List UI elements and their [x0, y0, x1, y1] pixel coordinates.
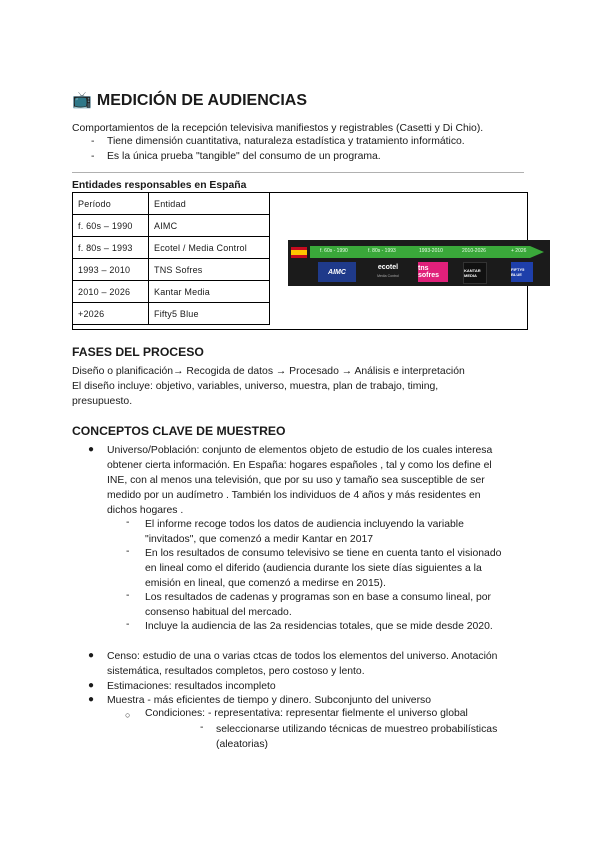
fases-line: Diseño o planificación→ Recogida de datos → Procesado → Análisis e interpretación — [72, 366, 465, 377]
universo-line: medido por un audímetro . También los individuos de 4 años y más residentes en — [107, 490, 481, 501]
kantar-media-logo: KANTAR MEDIA — [463, 262, 487, 284]
dash: - — [200, 722, 204, 733]
section-heading-conceptos: CONCEPTOS CLAVE DE MUESTREO — [72, 424, 286, 438]
page-title — [72, 90, 307, 110]
timeline-tick: f. 80s - 1993 — [368, 248, 396, 254]
page-title-text: MEDICIÓN DE AUDIENCIAS — [96, 92, 308, 109]
entity-cell: TNS Sofres — [149, 259, 270, 281]
condiciones-text: Condiciones: - representativa: representar fielmente el universo global — [145, 708, 468, 719]
television-icon: 📺 — [72, 92, 92, 109]
universo-paragraph — [107, 443, 532, 518]
entity-cell: Ecotel / Media Control — [149, 237, 270, 259]
sub-point — [145, 590, 530, 620]
entities-table — [72, 192, 270, 325]
timeline-tick: 1993-2010 — [419, 248, 443, 254]
intro-text: Comportamientos de la recepción televisiva manifiestos y registrables (Casetti y Di Chio). — [72, 123, 484, 134]
dash: - — [126, 546, 130, 557]
divider — [72, 172, 524, 173]
universo-line: INE, con al menos una televisión, que por su uso y tamaño sea susceptible de ser — [107, 475, 485, 486]
fases-line: El diseño incluye: objetivo, variables, universo, muestra, plan de trabajo, timing, — [72, 381, 439, 392]
universo-line: obtener cierta información. En España: hogares españoles , tal y como los define el — [107, 460, 492, 471]
period-cell: f. 60s – 1990 — [73, 215, 149, 237]
table-caption: Entidades responsables en España — [72, 180, 247, 191]
sub-point-line: "invitados", que comenzó a medir Kantar en 2017 — [145, 534, 374, 545]
muestra-text: Muestra - más eficientes de tiempo y dinero. Subconjunto del universo — [107, 695, 432, 706]
section-heading-fases: FASES DEL PROCESO — [72, 345, 204, 359]
period-cell: 2010 – 2026 — [73, 281, 149, 303]
timeline-banner-image — [288, 240, 550, 286]
fifty5-blue-logo: FIFTY5 BLUE — [511, 262, 533, 282]
sub-point-line: En los resultados de consumo televisivo se tiene en cuenta tanto el visionado — [145, 548, 502, 559]
sub-point-line: consenso habitual del mercado. — [145, 607, 292, 618]
ecotel-logo — [368, 262, 408, 282]
sub-point-line: en lineal como el diferido (audiencia durante los siete días siguientes a la — [145, 563, 482, 574]
dash: - — [91, 151, 95, 162]
ecotel-logo-text: ecotel — [377, 264, 399, 271]
dash: - — [126, 517, 130, 528]
sub-point-line: emisión en lineal, que comenzó a medirse en 2015). — [145, 578, 386, 589]
entity-cell: Fifty5 Blue — [149, 303, 270, 325]
sub-point-line: El informe recoge todos los datos de audiencia incluyendo la variable — [145, 519, 464, 530]
intro-point: Tiene dimensión cuantitativa, naturaleza estadística y tratamiento informático. — [107, 136, 465, 147]
table-header-row — [73, 193, 270, 215]
header-entity: Entidad — [149, 193, 270, 215]
sub-point — [145, 619, 530, 634]
bullet: ● — [88, 694, 95, 705]
table-row — [73, 215, 270, 237]
censo-line: Censo: estudio de una o varias ctcas de todos los elementos del universo. Anotación — [107, 651, 498, 662]
table-row — [73, 281, 270, 303]
bullet: ● — [88, 444, 95, 455]
timeline-tick: 2010-2026 — [462, 248, 486, 254]
dash: - — [126, 619, 130, 630]
sub-point-line: Incluye la audiencia de las 2a residencias totales, que se mide desde 2020. — [145, 621, 493, 632]
spain-flag-icon — [291, 247, 307, 258]
sub-point — [145, 517, 530, 547]
entity-cell: Kantar Media — [149, 281, 270, 303]
period-cell: +2026 — [73, 303, 149, 325]
circle-bullet: ○ — [125, 710, 131, 720]
aimc-logo: AIMC — [318, 262, 356, 282]
sub-point-line: Los resultados de cadenas y programas son en base a consumo lineal, por — [145, 592, 491, 603]
censo-line: sistemática, resultados completos, pero costoso y lento. — [107, 666, 365, 677]
period-cell: 1993 – 2010 — [73, 259, 149, 281]
seleccion-paragraph — [216, 722, 536, 752]
universo-line: Universo/Población: conjunto de elementos objeto de estudio de los cuales interesa — [107, 445, 493, 456]
estimaciones-text: Estimaciones: resultados incompleto — [107, 681, 276, 692]
timeline-tick: f. 60s - 1990 — [320, 248, 348, 254]
sub-point — [145, 546, 530, 591]
entity-cell: AIMC — [149, 215, 270, 237]
universo-line: dichos hogares . — [107, 505, 184, 516]
seleccion-line: seleccionarse utilizando técnicas de muestreo probabilísticas — [216, 724, 498, 735]
bullet: ● — [88, 680, 95, 691]
fases-line: presupuesto. — [72, 396, 133, 407]
dash: - — [126, 590, 130, 601]
seleccion-line: (aleatorias) — [216, 739, 268, 750]
bullet: ● — [88, 650, 95, 661]
dash: - — [91, 136, 95, 147]
intro-point: Es la única prueba "tangible" del consumo de un programa. — [107, 151, 381, 162]
censo-paragraph — [107, 649, 532, 679]
table-row — [73, 259, 270, 281]
timeline-tick: + 2026 — [511, 248, 527, 254]
header-period: Período — [73, 193, 149, 215]
ecotel-logo-sub: Media Control — [377, 274, 399, 278]
tns-sofres-logo: tns sofres — [418, 262, 448, 282]
table-row — [73, 303, 270, 325]
table-row — [73, 237, 270, 259]
period-cell: f. 80s – 1993 — [73, 237, 149, 259]
